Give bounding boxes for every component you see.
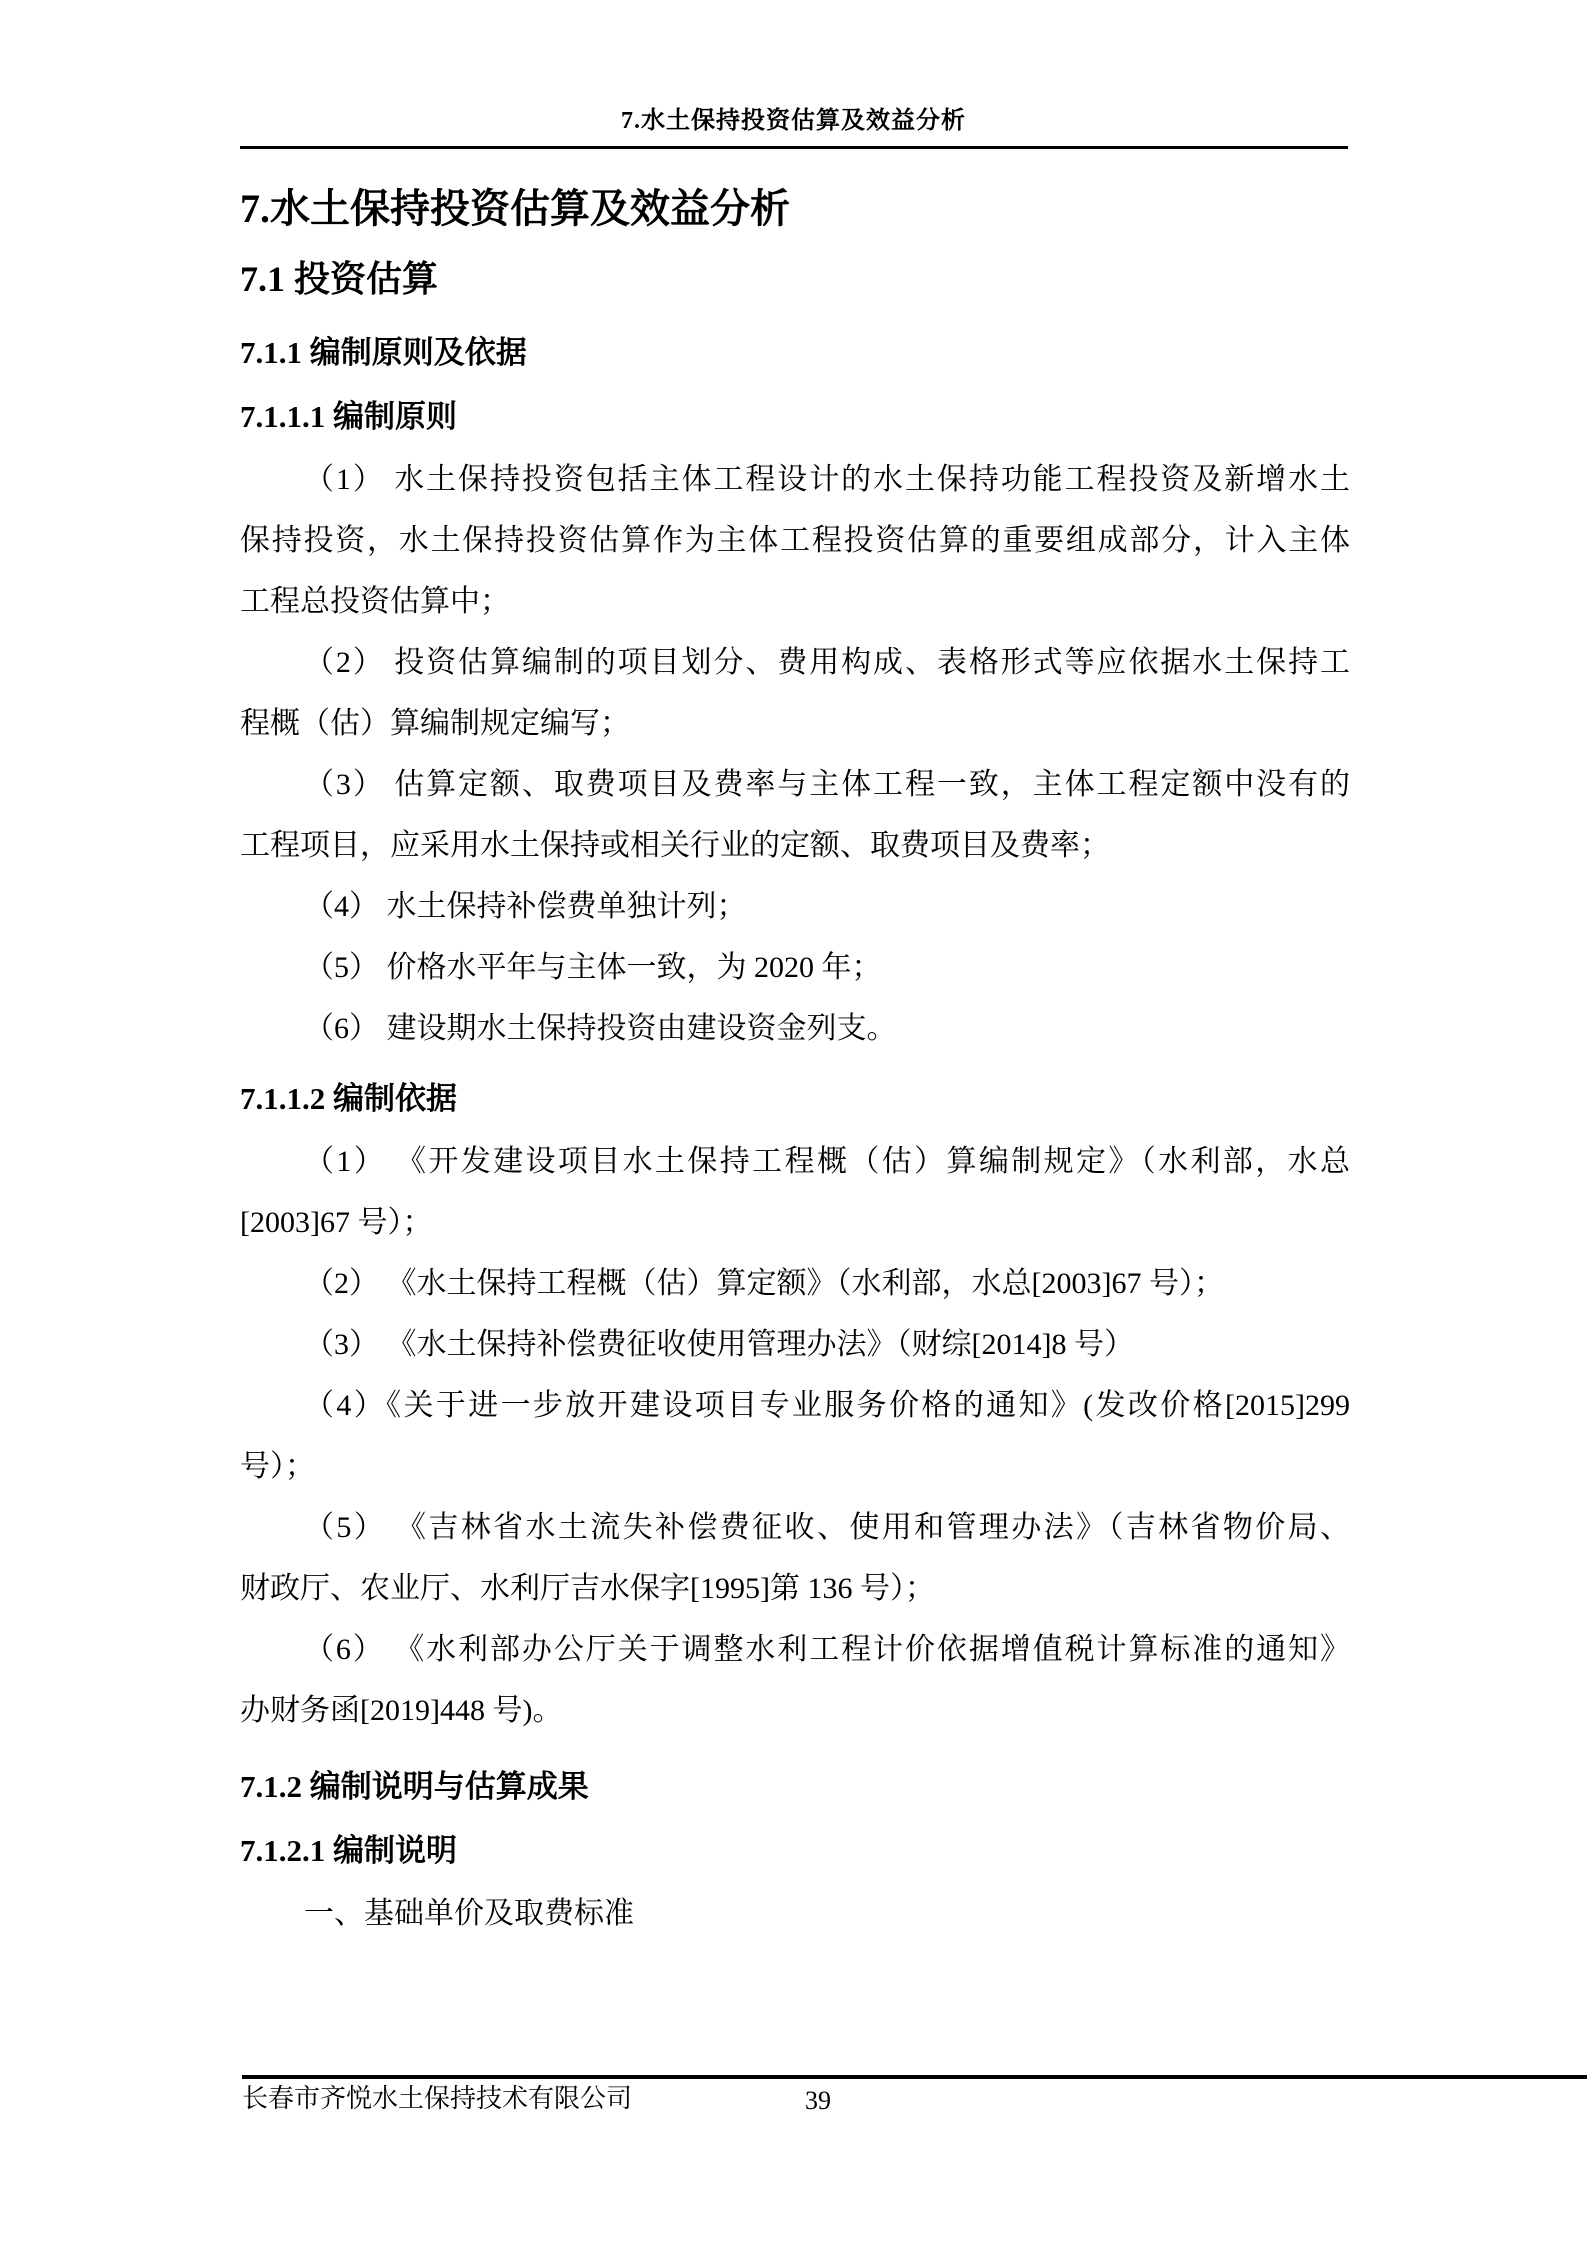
document-content <box>240 149 1350 1944</box>
paragraph-line: （5） 《吉林省水土流失补偿费征收、使用和管理办法》（吉林省物价局、 <box>304 1511 1350 1544</box>
paragraph-line: （3） 估算定额、取费项目及费率与主体工程一致，主体工程定额中没有的 <box>304 768 1350 801</box>
paragraph-line: （2） 投资估算编制的项目划分、费用构成、表格形式等应依据水土保持工 <box>304 646 1350 679</box>
footer-company-name: 长春市齐悦水土保持技术有限公司 <box>242 2084 633 2113</box>
paragraph-line: [2003]67 号）； <box>240 1206 433 1239</box>
heading-section-7-1: 7.1 投资估算 <box>240 259 439 299</box>
paragraph-line: 办财务函[2019]448 号)。 <box>240 1694 563 1727</box>
paragraph-line: （4）《关于进一步放开建设项目专业服务价格的通知》(发改价格[2015]299 <box>304 1389 1350 1422</box>
paragraph-line: （3） 《水土保持补偿费征收使用管理办法》（财综[2014]8 号） <box>304 1328 1134 1361</box>
paragraph-line: 财政厅、农业厅、水利厅吉水保字[1995]第 136 号）； <box>240 1572 935 1605</box>
paragraph-line: （5） 价格水平年与主体一致，为 2020 年； <box>304 951 882 984</box>
paragraph-line: （1） 《开发建设项目水土保持工程概（估）算编制规定》（水利部，水总 <box>304 1145 1350 1178</box>
paragraph-line: 工程项目，应采用水土保持或相关行业的定额、取费项目及费率； <box>240 829 1110 862</box>
heading-chapter-7: 7.水土保持投资估算及效益分析 <box>240 186 790 231</box>
paragraph-line: 一、基础单价及取费标准 <box>304 1897 634 1930</box>
paragraph-line: 保持投资，水土保持投资估算作为主体工程投资估算的重要组成部分，计入主体 <box>240 524 1350 557</box>
footer-page-number: 39 <box>805 2086 831 2115</box>
footer-rule <box>242 2075 1587 2079</box>
paragraph-line: （2） 《水土保持工程概（估）算定额》（水利部，水总[2003]67 号）； <box>304 1267 1224 1300</box>
heading-section-7-1-1-2: 7.1.1.2 编制依据 <box>240 1081 457 1116</box>
paragraph-line: （1） 水土保持投资包括主体工程设计的水土保持功能工程投资及新增水土 <box>304 463 1350 496</box>
heading-section-7-1-2: 7.1.2 编制说明与估算成果 <box>240 1769 589 1804</box>
page-header-title: 7.水土保持投资估算及效益分析 <box>621 108 966 134</box>
heading-section-7-1-1: 7.1.1 编制原则及依据 <box>240 335 527 370</box>
paragraph-line: （6） 建设期水土保持投资由建设资金列支。 <box>304 1012 897 1045</box>
paragraph-line: 工程总投资估算中； <box>240 585 510 618</box>
heading-section-7-1-2-1: 7.1.2.1 编制说明 <box>240 1833 457 1868</box>
heading-section-7-1-1-1: 7.1.1.1 编制原则 <box>240 399 457 434</box>
paragraph-line: （4） 水土保持补偿费单独计列； <box>304 890 747 923</box>
paragraph-line: 号）； <box>240 1450 315 1483</box>
paragraph-line: 程概（估）算编制规定编写； <box>240 707 630 740</box>
paragraph-line: （6） 《水利部办公厅关于调整水利工程计价依据增值税计算标准的通知》 <box>304 1633 1350 1666</box>
